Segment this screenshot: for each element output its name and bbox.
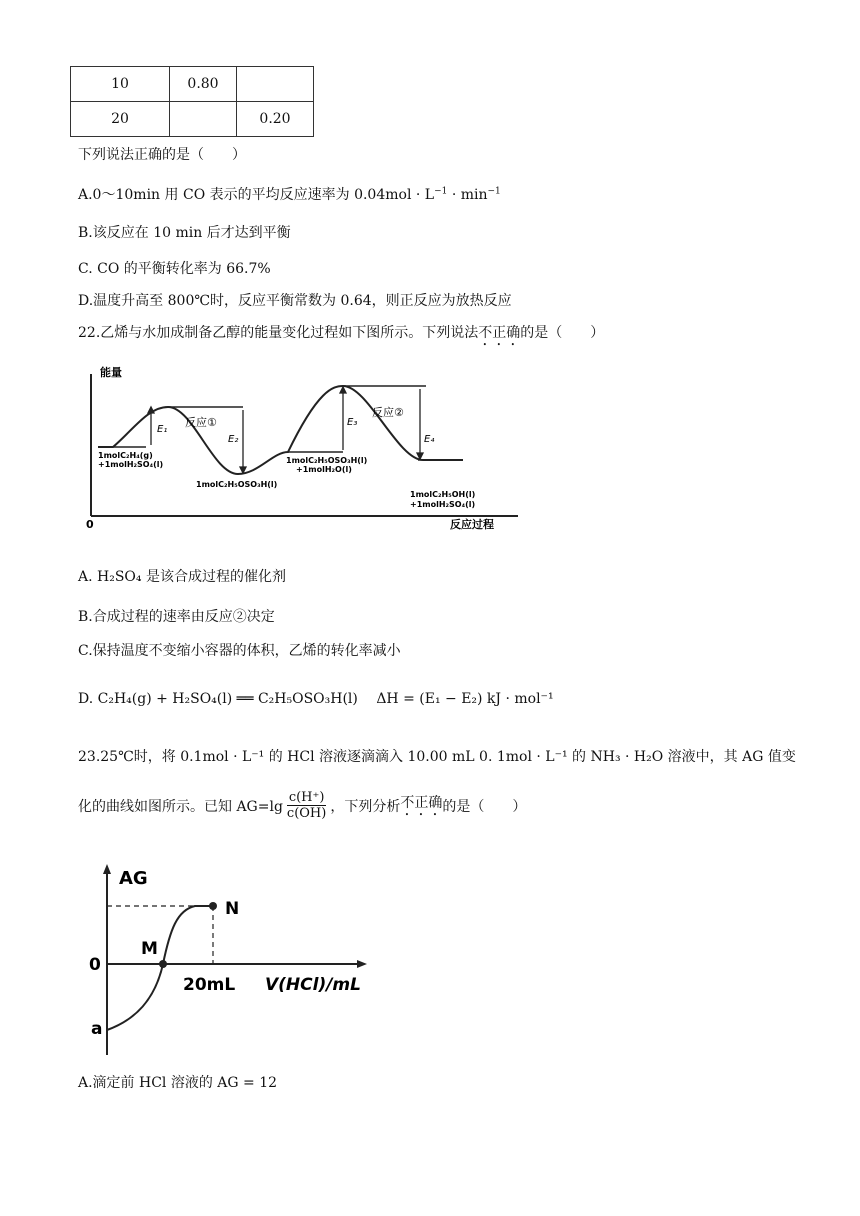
point-a-label: a: [91, 1019, 103, 1039]
y-axis-label: AG: [119, 868, 148, 889]
q21-a-sup2: −1: [487, 186, 501, 197]
table-cell: 10: [71, 67, 170, 102]
q23-line2-pre: 化的曲线如图所示。已知 AG=lg: [78, 798, 283, 815]
q23-line2-end: 的是（ ）: [442, 798, 527, 815]
state-4-line1: 1molC₂H₅OH(l): [410, 490, 476, 499]
point-n: [209, 902, 217, 910]
table-cell: 20: [71, 102, 170, 137]
q22-stem-post: 的是（ ）: [520, 325, 605, 341]
q22-stem-emphasis: 不正确: [478, 325, 521, 341]
q23-line2-post: ，下列分析: [330, 798, 401, 815]
q22-option-c: C.保持温度不变缩小容器的体积，乙烯的转化率减小: [78, 643, 401, 659]
arrow-head: [148, 407, 154, 413]
table-row: [71, 67, 314, 102]
q21-a-pre: A.0～10: [78, 187, 134, 203]
q22-stem-pre: 22.乙烯与水加成制备乙醇的能量变化过程如下图所示。下列说法: [78, 325, 479, 341]
q23-stem-line2: [78, 790, 526, 821]
q21-a-unit: min: [133, 187, 161, 203]
state-1-line1: 1molC₂H₄(g): [98, 451, 153, 460]
data-table: [70, 66, 314, 137]
state-2: 1molC₂H₅OSO₃H(l): [196, 480, 278, 489]
point-n-label: N: [225, 899, 240, 919]
table-cell: [237, 67, 314, 102]
arrow-head: [357, 960, 367, 968]
table-cell: 0.20: [237, 102, 314, 137]
y-axis-label: 能量: [100, 366, 122, 379]
ag-fraction: [285, 790, 328, 821]
q22-option-d: D. C₂H₄(g) + H₂SO₄(l) ══ C₂H₅OSO₃H(l) ΔH = (E₁ − E₂) kJ · mol⁻¹: [78, 691, 554, 707]
arrow-head: [103, 864, 111, 874]
q23-line2-emphasis: 不正确: [400, 795, 443, 811]
q21-a-val: 0.04mol · L: [354, 187, 435, 203]
state-3-line1: 1molC₂H₅OSO₃H(l): [286, 456, 368, 465]
x-axis-label: 反应过程: [450, 518, 494, 531]
q23-option-a: A.滴定前 HCl 溶液的 AG = 12: [78, 1075, 278, 1091]
state-3-line2: +1molH₂O(l): [296, 465, 352, 474]
state-4-line2: +1molH₂SO₄(l): [410, 500, 476, 509]
q22-option-b: B.合成过程的速率由反应②决定: [78, 609, 275, 625]
q21-option-d: D.温度升高至 800℃时，反应平衡常数为 0.64，则正反应为放热反应: [78, 293, 512, 309]
q23-stem-line1: 23.25℃时，将 0.1mol · L⁻¹ 的 HCl 溶液逐滴滴入 10.00 mL 0. 1mol · L⁻¹ 的 NH₃ · H₂O 溶液中，其 AG 值变: [78, 749, 796, 765]
e2-label: E₂: [228, 434, 239, 445]
reaction-1-label: 反应①: [185, 416, 217, 429]
ag-titration-graph: [85, 860, 385, 1060]
q21-option-c: C. CO 的平衡转化率为 66.7%: [78, 261, 271, 277]
tick-20ml: 20mL: [183, 975, 236, 995]
q22-stem: [78, 322, 604, 349]
table-cell: [170, 102, 237, 137]
e1-label: E₁: [157, 424, 168, 435]
fraction-denominator: c(OH): [286, 806, 327, 821]
q21-a-sup1: −1: [434, 186, 448, 197]
point-m: [159, 960, 167, 968]
fraction-numerator: c(H⁺): [288, 790, 325, 805]
e4-label: E₄: [424, 434, 435, 445]
q22-option-a: A. H₂SO₄ 是该合成过程的催化剂: [78, 569, 286, 585]
q21-option-b: B.该反应在 10 min 后才达到平衡: [78, 225, 291, 241]
x-axis-label: V(HCl)/mL: [265, 975, 361, 995]
arrow-head: [340, 387, 346, 393]
origin-label: 0: [86, 518, 94, 531]
point-m-label: M: [141, 939, 158, 959]
q21-option-a: [78, 184, 501, 204]
reaction-2-label: 反应②: [372, 406, 404, 419]
table-row: [71, 102, 314, 137]
table-cell: 0.80: [170, 67, 237, 102]
e3-label: E₃: [347, 417, 358, 428]
origin-label: 0: [89, 955, 101, 975]
state-1-line2: +1molH₂SO₄(l): [98, 460, 164, 469]
q21-a-mid2: · min: [447, 187, 488, 203]
energy-diagram: [78, 350, 528, 535]
q21-a-mid: 用 CO 表示的平均反应速率为: [160, 187, 355, 203]
q21-prompt: 下列说法正确的是（ ）: [78, 147, 246, 163]
ag-curve: [107, 906, 213, 1030]
